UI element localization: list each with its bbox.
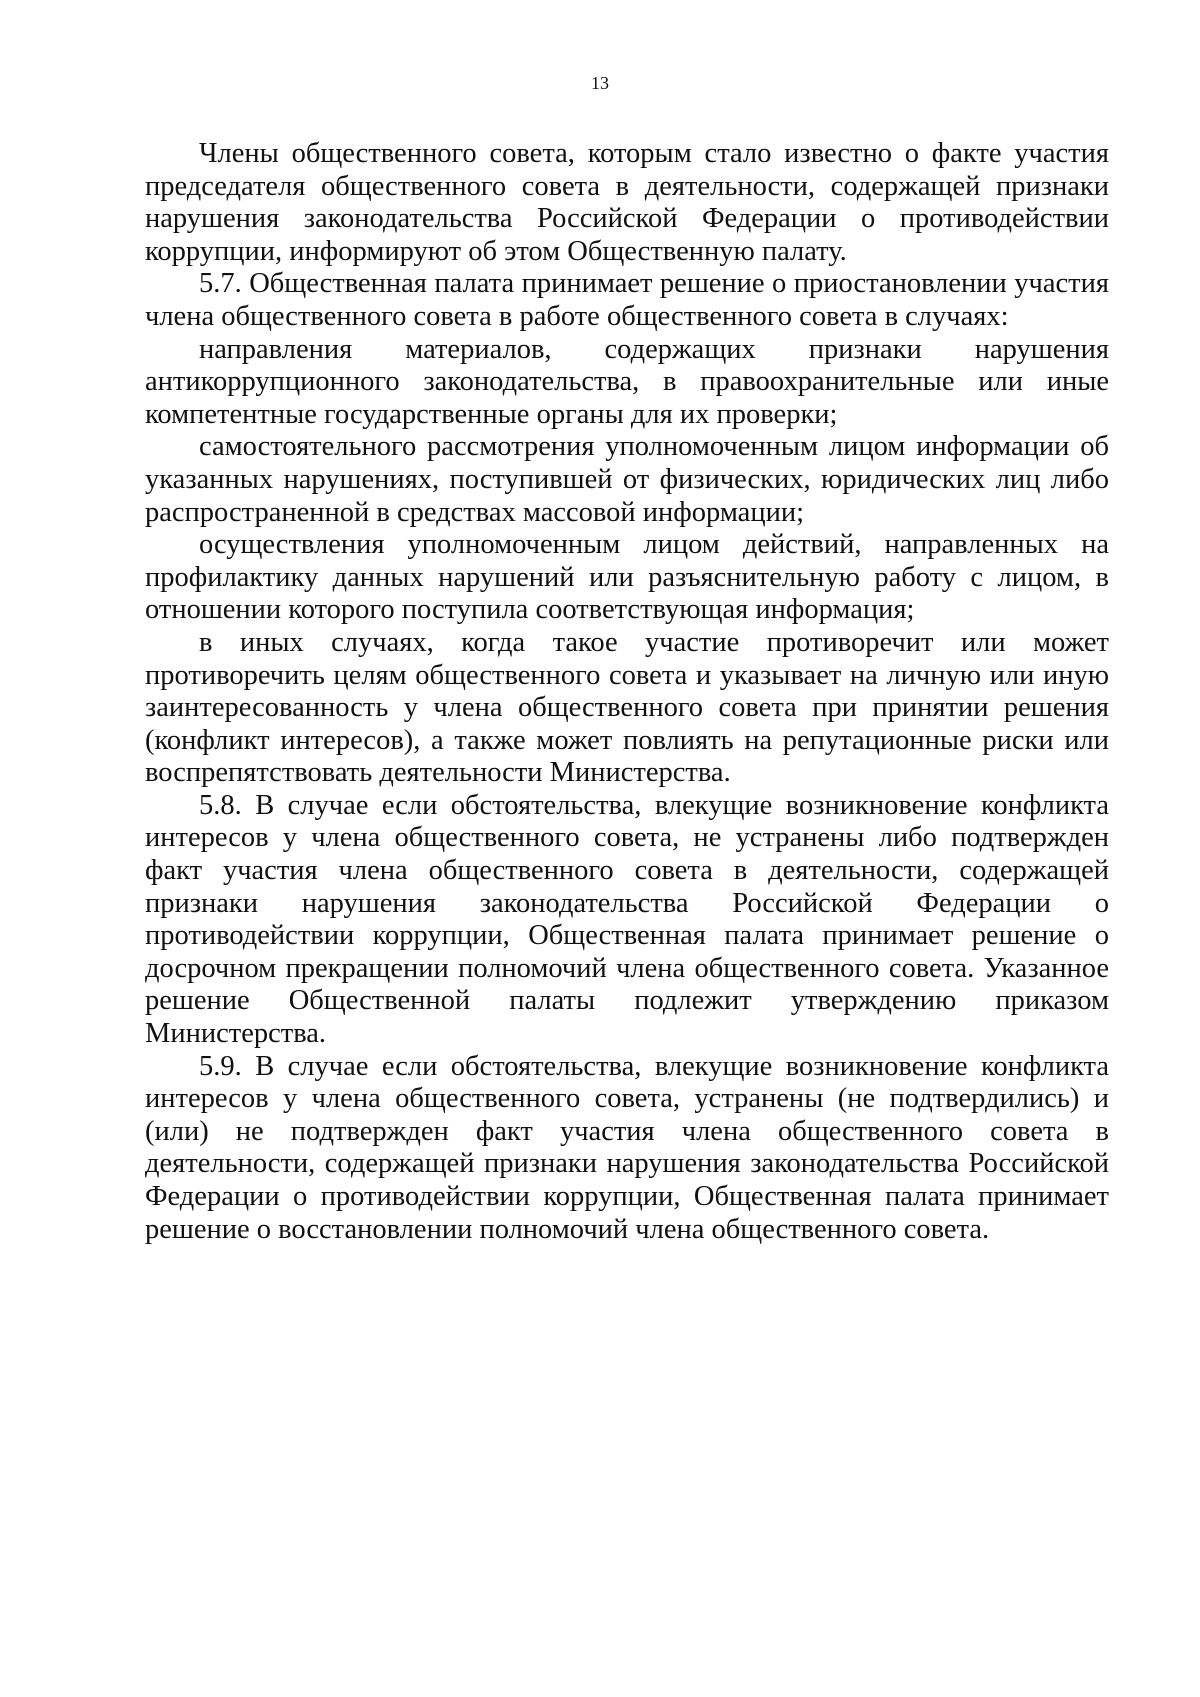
paragraph-5-9-restoration: 5.9. В случае если обстоятельства, влекущие возникновение конфликта интересов у члена общественного совета, устранены (не подтвердились) и (или) не подтвержден факт участия члена общественного совета в деятельности, содержащей признаки нарушения законодательства Российской Федерации о противодействии коррупции, Общественная палата принимает решение о восстановлении полномочий члена общественного совета. <box>145 1050 1109 1245</box>
list-item-referral-of-materials: направления материалов, содержащих признаки нарушения антикоррупционного законодательства, в правоохранительные или иные компетентные государственные органы для их проверки; <box>145 333 1109 430</box>
paragraph-5-7-suspension: 5.7. Общественная палата принимает решение о приостановлении участия члена общественного совета в работе общественного совета в случаях: <box>145 268 1109 332</box>
paragraph-5-8-early-termination: 5.8. В случае если обстоятельства, влекущие возникновение конфликта интересов у члена общественного совета, не устранены либо подтвержден факт участия члена общественного совета в деятельности, содержащей признаки нарушения законодательства Российской Федерации о противодействии коррупции, Общественная палата принимает решение о досрочном прекращении полномочий члена общественного совета. Указанное решение Общественной палаты подлежит утверждению приказом Министерства. <box>145 789 1109 1050</box>
list-item-independent-review: самостоятельного рассмотрения уполномоченным лицом информации об указанных нарушениях, поступившей от физических, юридических лиц либо распространенной в средствах массовой информации; <box>145 431 1109 528</box>
paragraph-council-members-inform: Члены общественного совета, которым стало известно о факте участия председателя общественного совета в деятельности, содержащей признаки нарушения законодательства Российской Федерации о противодействии коррупции, информируют об этом Общественную палату. <box>145 138 1109 267</box>
page-number: 13 <box>591 73 609 93</box>
list-item-other-cases: в иных случаях, когда такое участие противоречит или может противоречить целям общественного совета и указывает на личную или иную заинтересованность у члена общественного совета при принятии решения (конфликт интересов), а также может повлиять на репутационные риски или воспрепятствовать деятельности Министерства. <box>145 626 1109 789</box>
list-item-preventive-actions: осуществления уполномоченным лицом действий, направленных на профилактику данных нарушений или разъяснительную работу с лицом, в отношении которого поступила соответствующая информация; <box>145 529 1109 626</box>
document-body <box>145 138 1109 1246</box>
